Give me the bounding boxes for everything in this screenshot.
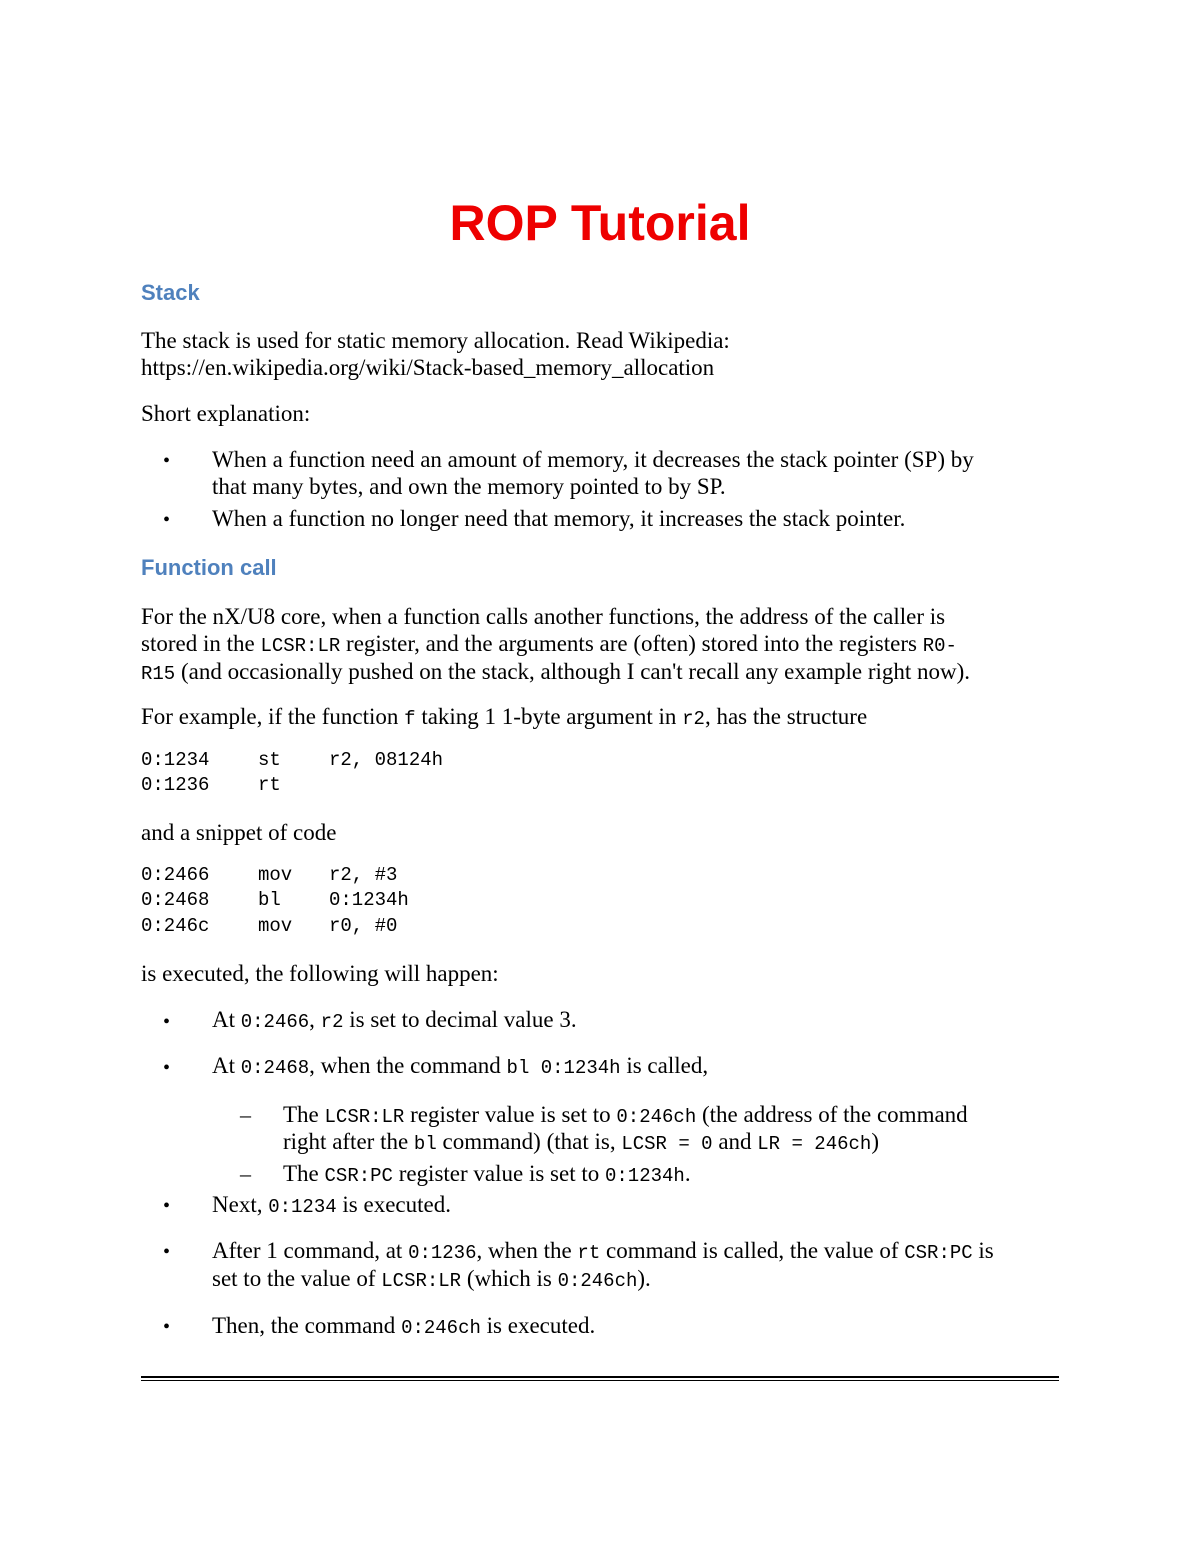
page-title: ROP Tutorial <box>449 195 751 251</box>
code-line: 0:1234 st r2, 08124h <box>141 749 444 771</box>
code-line: 0:1236 rt <box>141 774 281 796</box>
snippet-sentence: and a snippet of code <box>141 820 337 845</box>
exec-bullet-1: At 0:2466, r2 is set to decimal value 3. <box>212 1007 577 1033</box>
funccall-paragraph-line1: For the nX/U8 core, when a function calls another functions, the address of the caller is <box>141 604 946 629</box>
bullet-icon: • <box>163 1241 171 1263</box>
exec-bullet-4-line2: set to the value of LCSR:LR (which is 0:246ch). <box>212 1266 651 1292</box>
exec-bullet-5: Then, the command 0:246ch is executed. <box>212 1313 596 1339</box>
sub-bullet-2: The CSR:PC register value is set to 0:1234h. <box>283 1161 691 1187</box>
code-line: 0:2468 bl 0:1234h <box>141 889 409 911</box>
short-explanation: Short explanation: <box>141 401 311 426</box>
funccall-paragraph-line2: stored in the LCSR:LR register, and the arguments are (often) stored into the registers R0- <box>141 631 957 657</box>
bullet-icon: • <box>163 509 171 531</box>
sub-bullet-1-line2: right after the bl command) (that is, LCSR = 0 and LR = 246ch) <box>283 1129 879 1155</box>
function-call-heading: Function call <box>141 555 277 580</box>
exec-bullet-3: Next, 0:1234 is executed. <box>212 1192 451 1218</box>
stack-bullet-1-line1: When a function need an amount of memory, it decreases the stack pointer (SP) by <box>212 447 974 472</box>
exec-bullet-2: At 0:2468, when the command bl 0:1234h is called, <box>212 1053 709 1079</box>
bullet-icon: • <box>163 1011 171 1033</box>
executed-sentence: is executed, the following will happen: <box>141 961 499 986</box>
stack-paragraph-line1: The stack is used for static memory allocation. Read Wikipedia: <box>141 328 730 353</box>
funccall-paragraph-line3: R15 (and occasionally pushed on the stack, although I can't recall any example right now). <box>141 659 971 685</box>
stack-bullet-2: When a function no longer need that memory, it increases the stack pointer. <box>212 506 906 531</box>
example-sentence: For example, if the function f taking 1 1-byte argument in r2, has the structure <box>141 704 868 730</box>
dash-icon: – <box>240 1161 251 1186</box>
stack-bullet-1-line2: that many bytes, and own the memory pointed to by SP. <box>212 474 726 499</box>
code-line: 0:2466 mov r2, #3 <box>141 864 398 886</box>
bullet-icon: • <box>163 1057 171 1079</box>
bullet-icon: • <box>163 450 171 472</box>
sub-bullet-1-line1: The LCSR:LR register value is set to 0:246ch (the address of the command <box>283 1102 968 1128</box>
horizontal-rule <box>141 1376 1059 1378</box>
wikipedia-link[interactable]: https://en.wikipedia.org/wiki/Stack-based_memory_allocation <box>141 355 715 380</box>
bullet-icon: • <box>163 1316 171 1338</box>
exec-bullet-4-line1: After 1 command, at 0:1236, when the rt command is called, the value of CSR:PC is <box>212 1238 994 1264</box>
bullet-icon: • <box>163 1195 171 1217</box>
code-line: 0:246c mov r0, #0 <box>141 915 398 937</box>
horizontal-rule <box>141 1380 1059 1381</box>
dash-icon: – <box>240 1102 251 1127</box>
stack-heading: Stack <box>141 280 200 305</box>
